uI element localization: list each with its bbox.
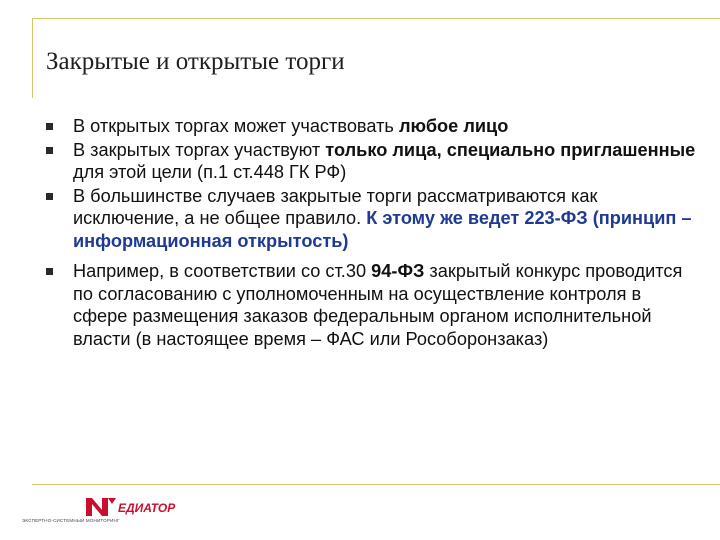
bullet-blue-emphasis: К этому же ведет 223-ФЗ (принцип – информационная открытость) (73, 208, 692, 251)
bullet-emphasis: 94-ФЗ (371, 261, 425, 281)
bullet-item (46, 260, 696, 350)
frame-top-rule (32, 18, 720, 19)
square-bullet-icon (46, 123, 53, 130)
slide-title: Закрытые и открытые торги (46, 48, 345, 75)
square-bullet-icon (46, 193, 53, 200)
square-bullet-icon (46, 268, 53, 275)
bullet-text: В большинстве случаев закрытые торги рассматриваются как исключение, а не общее правило. (73, 185, 598, 228)
square-bullet-icon (46, 147, 53, 154)
logo-name: ЕДИАТОР (118, 501, 176, 515)
bullet-item (46, 139, 696, 184)
bullet-text: В открытых торгах может участвовать (73, 116, 399, 136)
bullet-item (46, 115, 696, 138)
bullet-text: закрытый конкурс проводится по согласованию с уполномоченным на осуществление контроля в сфере размещения заказов федеральным органом исполнительной власти (в настоящее время – ФАС или Рособоронзаказ) (73, 261, 683, 349)
logo-subtitle: ЭКСПЕРТНО-СИСТЕМНЫЙ МОНИТОРИНГ (22, 518, 120, 523)
frame-bottom-rule (32, 484, 720, 485)
bullet-list (46, 115, 696, 351)
bullet-text: В закрытых торгах участвуют (73, 139, 326, 160)
mediator-logo-icon (84, 494, 118, 518)
frame-left-rule (32, 18, 33, 98)
mediator-logo (22, 494, 202, 528)
bullet-emphasis: только лица, специально приглашенные (325, 139, 696, 160)
bullet-item (46, 185, 696, 253)
bullet-text: для этой цели (п.1 ст.448 ГК РФ) (73, 162, 347, 182)
bullet-emphasis: любое лицо (398, 116, 509, 136)
bullet-text: Например, в соответствии со ст.30 (73, 261, 372, 281)
